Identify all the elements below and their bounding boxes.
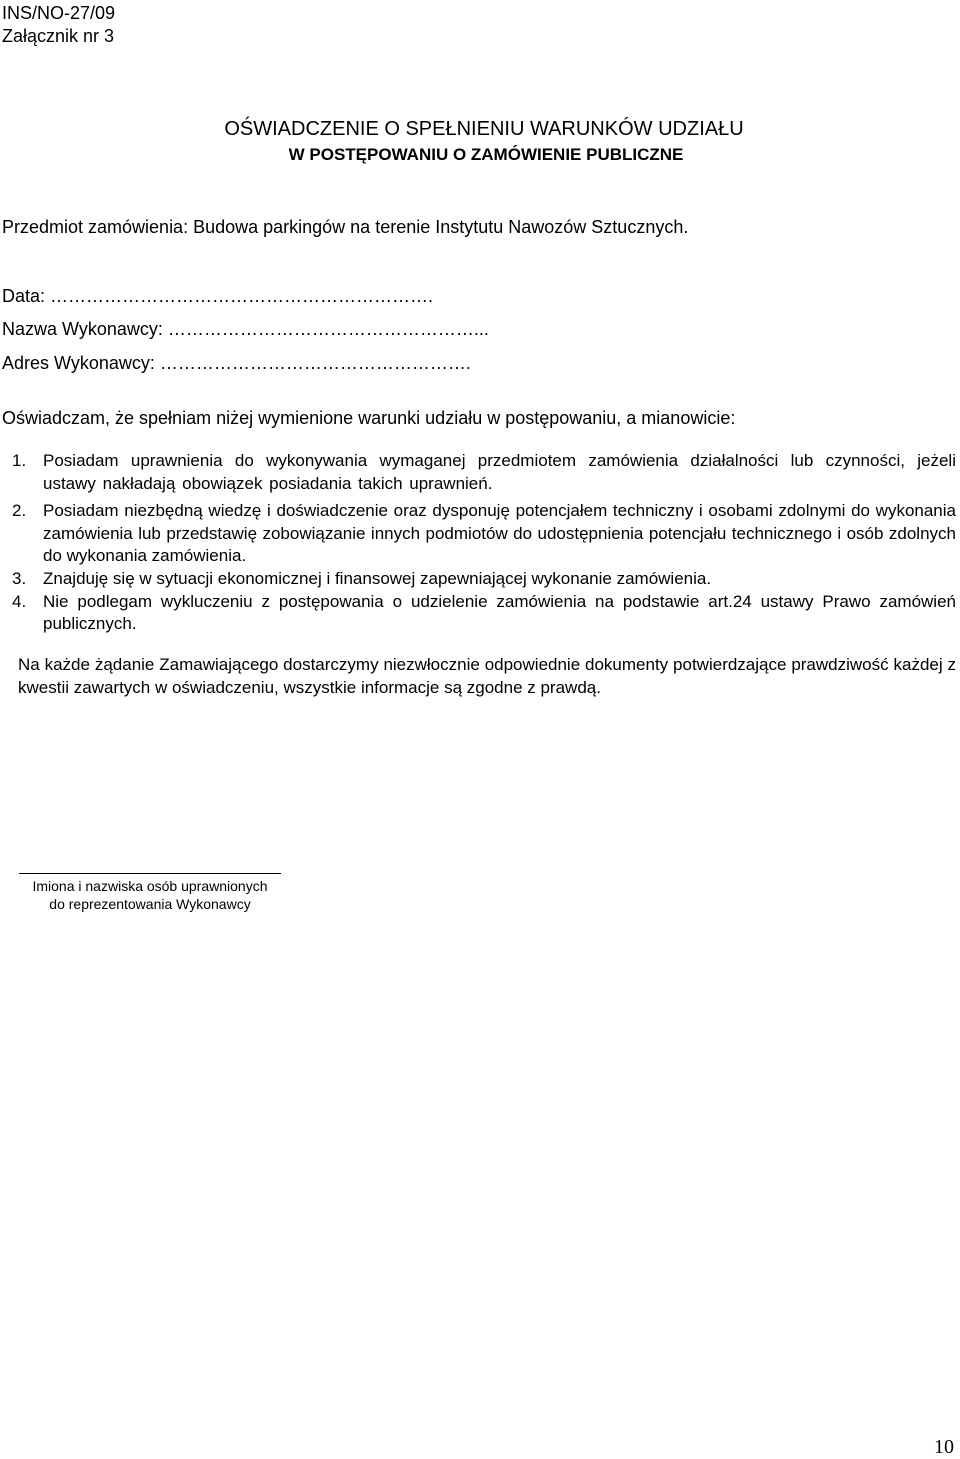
signature-line bbox=[19, 873, 281, 874]
condition-item bbox=[12, 568, 956, 591]
page-number: 10 bbox=[934, 1436, 954, 1458]
condition-text: Posiadam niezbędną wiedzę i doświadczenie oraz dysponuję potencjałem techniczny i osobami zdolnymi do wykonania zamówienia lub przedstawię zobowiązanie innych podmiotów do udostępnienia potencjału technicznego i osób zdolnych do wykonania zamówienia. bbox=[43, 501, 956, 566]
document-subtitle: W POSTĘPOWANIU O ZAMÓWIENIE PUBLICZNE bbox=[288, 145, 684, 164]
condition-number: 3. bbox=[12, 568, 27, 588]
condition-number: 2. bbox=[12, 501, 27, 521]
contractor-address-field: Adres Wykonawcy: ……………………………………………. bbox=[2, 353, 471, 373]
condition-item bbox=[12, 500, 956, 568]
contractor-name-field: Nazwa Wykonawcy: ……………………………………………... bbox=[2, 319, 489, 339]
attachment-label: Załącznik nr 3 bbox=[2, 26, 115, 46]
condition-text: Znajduję się w sytuacji ekonomicznej i finansowej zapewniającej wykonanie zamówienia. bbox=[43, 568, 712, 588]
condition-text: Nie podlegam wykluczeniu z postępowania o udzielenie zamówienia na podstawie art.24 ustawy Prawo zamówień publicznych. bbox=[43, 591, 956, 634]
condition-number: 4. bbox=[12, 591, 27, 611]
date-field: Data: ………………………………………………………. bbox=[2, 286, 434, 306]
condition-item bbox=[12, 591, 956, 636]
subject-of-order: Przedmiot zamówienia: Budowa parkingów na terenie Instytutu Nawozów Sztucznych. bbox=[2, 217, 689, 237]
document-title: OŚWIADCZENIE O SPEŁNIENIU WARUNKÓW UDZIAŁU bbox=[224, 118, 744, 140]
signature-caption-line1: Imiona i nazwiska osób uprawnionych bbox=[32, 878, 268, 894]
conditions-list bbox=[12, 450, 956, 636]
condition-item bbox=[12, 450, 956, 495]
signature-caption-line2: do reprezentowania Wykonawcy bbox=[49, 896, 251, 912]
declaration-intro: Oświadczam, że spełniam niżej wymienione warunki udziału w postępowaniu, a mianowicie: bbox=[2, 408, 736, 428]
final-statement: Na każde żądanie Zamawiającego dostarczymy niezwłocznie odpowiednie dokumenty potwierdzające prawdziwość każdej z kwestii zawartych w oświadczeniu, wszystkie informacje są zgodne z prawdą. bbox=[18, 655, 956, 697]
condition-number: 1. bbox=[12, 451, 27, 470]
document-code: INS/NO-27/09 bbox=[2, 3, 116, 23]
signature-caption bbox=[19, 877, 281, 913]
condition-text: Posiadam uprawnienia do wykonywania wymaganej przedmiotem zamówienia działalności lub czynności, jeżeli ustawy nakładają obowiązek posiadania takich uprawnień. bbox=[43, 451, 956, 493]
